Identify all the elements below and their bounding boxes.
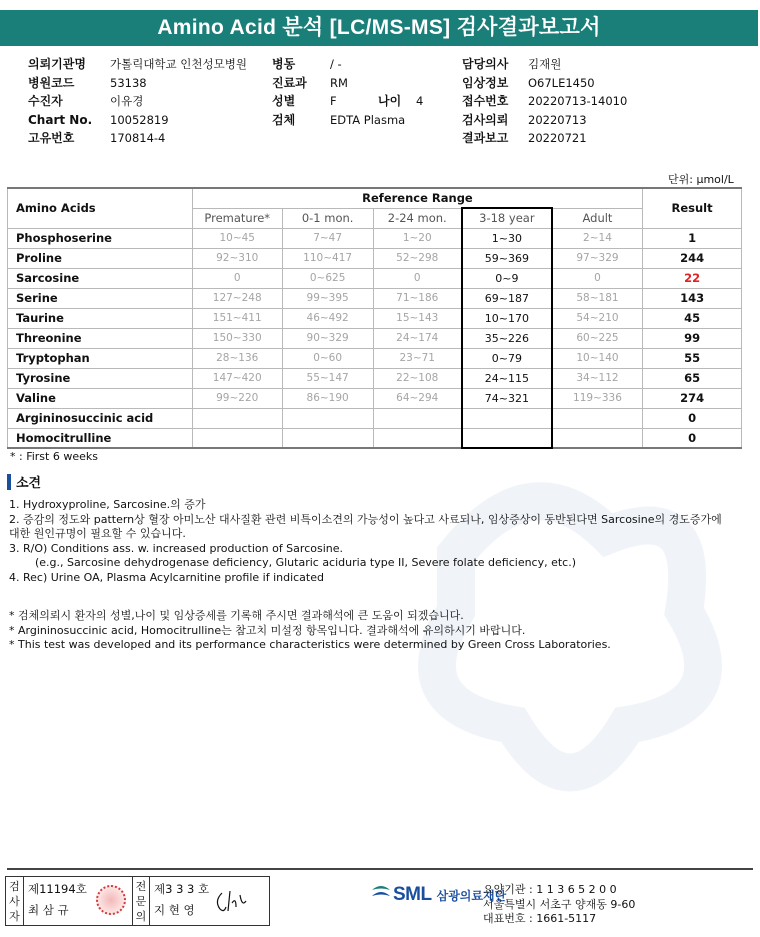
reference-range-cell: 147~420 bbox=[192, 368, 282, 388]
table-row bbox=[8, 248, 742, 268]
reference-range-cell: 127~248 bbox=[192, 288, 282, 308]
table-row bbox=[8, 228, 742, 248]
org-phone: 대표번호 : 1661-5117 bbox=[483, 912, 597, 925]
finding-line: 1. Hydroxyproline, Sarcosine.의 증가 bbox=[9, 498, 206, 511]
info-value-request-date: 20220713 bbox=[528, 112, 587, 127]
reference-range-cell bbox=[192, 428, 282, 448]
reference-range-cell bbox=[552, 408, 643, 428]
result-value: 1 bbox=[643, 228, 742, 248]
amino-acid-name: Threonine bbox=[8, 328, 193, 348]
amino-acid-name: Valine bbox=[8, 388, 193, 408]
reference-range-cell: 10~170 bbox=[462, 308, 552, 328]
reference-range-cell: 90~329 bbox=[282, 328, 373, 348]
reference-range-cell: 71~186 bbox=[373, 288, 462, 308]
red-seal-icon bbox=[96, 885, 126, 915]
info-label-request-date: 검사의뢰 bbox=[462, 112, 509, 127]
reference-range-cell: 0~9 bbox=[462, 268, 552, 288]
reference-range-cell: 58~181 bbox=[552, 288, 643, 308]
result-value: 0 bbox=[643, 408, 742, 428]
sml-emblem-icon bbox=[369, 882, 393, 908]
finding-line: (e.g., Sarcosine dehydrogenase deficiency, Glutaric aciduria type II, Severe folate deficiency, etc.) bbox=[35, 556, 577, 569]
info-label-ward: 병동 bbox=[272, 57, 296, 71]
subheader-2-24-mon: 2-24 mon. bbox=[373, 208, 462, 228]
result-value: 65 bbox=[643, 368, 742, 388]
reference-range-cell: 34~112 bbox=[552, 368, 643, 388]
info-value-ward: / - bbox=[330, 57, 342, 71]
header-result: Result bbox=[643, 188, 742, 228]
info-label-hospital-code: 병원코드 bbox=[28, 75, 75, 90]
result-value: 22 bbox=[643, 268, 742, 288]
table-footnote: * : First 6 weeks bbox=[10, 450, 98, 463]
reference-range-cell: 10~140 bbox=[552, 348, 643, 368]
subheader-adult: Adult bbox=[552, 208, 643, 228]
reference-range-cell: 150~330 bbox=[192, 328, 282, 348]
org-address: 서울특별시 서초구 양재동 9-60 bbox=[483, 897, 636, 911]
inspector-name: 최 삼 규 bbox=[28, 903, 69, 917]
reference-range-cell: 24~174 bbox=[373, 328, 462, 348]
org-name: 삼광의료재단 bbox=[436, 888, 507, 903]
reference-range-cell: 1~30 bbox=[462, 228, 552, 248]
specialist-name: 지 현 영 bbox=[154, 903, 195, 917]
findings-section-title bbox=[7, 472, 41, 491]
table-row bbox=[8, 388, 742, 408]
reference-range-cell bbox=[192, 408, 282, 428]
reference-range-cell: 52~298 bbox=[373, 248, 462, 268]
reference-range-cell: 23~71 bbox=[373, 348, 462, 368]
info-value-sex: F bbox=[330, 94, 337, 108]
reference-range-cell: 99~220 bbox=[192, 388, 282, 408]
table-row bbox=[8, 308, 742, 328]
info-value-clinical: O67LE1450 bbox=[528, 75, 595, 90]
reference-range-cell: 22~108 bbox=[373, 368, 462, 388]
amino-acid-name: Tyrosine bbox=[8, 368, 193, 388]
info-label-report-date: 결과보고 bbox=[462, 131, 509, 145]
info-value-hospital-code: 53138 bbox=[110, 75, 147, 90]
inspector bbox=[24, 877, 132, 925]
amino-acid-name: Phosphoserine bbox=[8, 228, 193, 248]
reference-range-cell: 0~79 bbox=[462, 348, 552, 368]
findings-title-text: 소견 bbox=[16, 476, 42, 491]
reference-range-cell bbox=[282, 408, 373, 428]
reference-range-cell: 119~336 bbox=[552, 388, 643, 408]
info-label-dept: 진료과 bbox=[272, 75, 307, 90]
unit-label: 단위: μmol/L bbox=[668, 173, 734, 186]
reference-range-cell: 0 bbox=[552, 268, 643, 288]
info-label-specimen: 검체 bbox=[272, 112, 296, 127]
reference-range-cell: 0 bbox=[192, 268, 282, 288]
patient-info-middle bbox=[272, 55, 423, 129]
section-marker bbox=[7, 474, 11, 490]
specialist-license-no: 제3 3 3 호 bbox=[154, 882, 210, 896]
reference-range-cell bbox=[462, 428, 552, 448]
info-value-age: 4 bbox=[416, 94, 424, 108]
reference-range-cell: 0~60 bbox=[282, 348, 373, 368]
info-value-receipt-no: 20220713-14010 bbox=[528, 94, 628, 108]
reference-range-cell: 110~417 bbox=[282, 248, 373, 268]
reference-range-cell: 86~190 bbox=[282, 388, 373, 408]
reference-range-cell: 35~226 bbox=[462, 328, 552, 348]
inspector-label: 검사자 bbox=[6, 877, 24, 925]
reference-range-cell: 64~294 bbox=[373, 388, 462, 408]
reference-range-cell: 15~143 bbox=[373, 308, 462, 328]
info-value-doctor: 김재원 bbox=[528, 57, 562, 71]
reference-range-cell: 24~115 bbox=[462, 368, 552, 388]
amino-acid-name: Taurine bbox=[8, 308, 193, 328]
reference-range-cell: 74~321 bbox=[462, 388, 552, 408]
finding-line: 2. 증감의 정도와 pattern상 혈장 아미노산 대사질환 관련 비특이소견의 가능성이 높다고 사료되나, 임상증상이 동반된다면 Sarcosine의 경도증가에 bbox=[9, 512, 722, 526]
subheader-0-1-mon: 0-1 mon. bbox=[282, 208, 373, 228]
info-label-unique-no: 고유번호 bbox=[28, 131, 75, 145]
finding-line: 3. R/O) Conditions ass. w. increased production of Sarcosine. bbox=[9, 541, 343, 555]
patient-info-right bbox=[462, 55, 627, 148]
signature-box bbox=[5, 876, 270, 926]
amino-acid-name: Sarcosine bbox=[8, 268, 193, 288]
header-amino-acids: Amino Acids bbox=[8, 188, 193, 228]
contact-info bbox=[483, 883, 635, 927]
table-row bbox=[8, 348, 742, 368]
info-label-chart-no: Chart No. bbox=[28, 112, 93, 127]
result-value: 274 bbox=[643, 388, 742, 408]
reference-range-cell: 0 bbox=[373, 268, 462, 288]
reference-range-cell: 0~625 bbox=[282, 268, 373, 288]
table-row bbox=[8, 328, 742, 348]
findings-text bbox=[9, 498, 749, 585]
reference-range-cell bbox=[552, 428, 643, 448]
finding-line: 4. Rec) Urine OA, Plasma Acylcarnitine profile if indicated bbox=[9, 570, 324, 584]
reference-range-cell: 1~20 bbox=[373, 228, 462, 248]
reference-range-cell: 99~395 bbox=[282, 288, 373, 308]
amino-acid-name: Homocitrulline bbox=[8, 428, 193, 448]
org-code: 요양기관 : 1 1 3 6 5 2 0 0 bbox=[483, 883, 617, 896]
reference-range-cell: 28~136 bbox=[192, 348, 282, 368]
reference-range-cell: 10~45 bbox=[192, 228, 282, 248]
amino-acid-name: Argininosuccinic acid bbox=[8, 408, 193, 428]
note-line: * Argininosuccinic acid, Homocitrulline는 참고치 미설정 항목입니다. 결과해석에 유의하시기 바랍니다. bbox=[9, 623, 526, 637]
info-label-institution: 의뢰기관명 bbox=[28, 57, 86, 71]
info-value-dept: RM bbox=[330, 75, 348, 90]
info-value-report-date: 20220721 bbox=[528, 131, 587, 145]
table-row bbox=[8, 288, 742, 308]
reference-range-cell: 2~14 bbox=[552, 228, 643, 248]
report-title: Amino Acid 분석 [LC/MS-MS] 검사결과보고서 bbox=[0, 10, 758, 46]
table-row bbox=[8, 408, 742, 428]
result-value: 45 bbox=[643, 308, 742, 328]
report-notes bbox=[9, 609, 611, 653]
patient-info-left bbox=[28, 55, 247, 148]
amino-acid-results-table bbox=[7, 187, 742, 449]
reference-range-cell: 46~492 bbox=[282, 308, 373, 328]
result-value: 55 bbox=[643, 348, 742, 368]
info-value-unique-no: 170814-4 bbox=[110, 131, 166, 145]
reference-range-cell: 60~225 bbox=[552, 328, 643, 348]
reference-range-cell bbox=[373, 428, 462, 448]
info-value-specimen: EDTA Plasma bbox=[330, 112, 406, 127]
signature-icon bbox=[212, 887, 252, 915]
reference-range-cell: 54~210 bbox=[552, 308, 643, 328]
amino-acid-name: Proline bbox=[8, 248, 193, 268]
report-footer bbox=[7, 868, 753, 930]
header-reference-range: Reference Range bbox=[192, 188, 642, 208]
table-row bbox=[8, 428, 742, 448]
logo-text: SML bbox=[393, 884, 432, 905]
reference-range-cell: 59~369 bbox=[462, 248, 552, 268]
subheader-premature: Premature* bbox=[192, 208, 282, 228]
reference-range-cell: 151~411 bbox=[192, 308, 282, 328]
info-value-chart-no: 10052819 bbox=[110, 112, 169, 127]
reference-range-cell bbox=[462, 408, 552, 428]
info-value-patient: 이유경 bbox=[110, 94, 144, 108]
result-value: 244 bbox=[643, 248, 742, 268]
reference-range-cell bbox=[373, 408, 462, 428]
reference-range-cell: 92~310 bbox=[192, 248, 282, 268]
reference-range-cell: 55~147 bbox=[282, 368, 373, 388]
subheader-3-18-year: 3-18 year bbox=[462, 208, 552, 228]
reference-range-cell bbox=[282, 428, 373, 448]
finding-line: 대한 원인규명이 필요할 수 있습니다. bbox=[9, 527, 186, 540]
info-value-institution: 가톨릭대학교 인천성모병원 bbox=[110, 57, 247, 71]
table-row bbox=[8, 368, 742, 388]
reference-range-cell: 7~47 bbox=[282, 228, 373, 248]
info-label-receipt-no: 접수번호 bbox=[462, 94, 509, 108]
info-label-clinical: 임상정보 bbox=[462, 75, 509, 90]
result-value: 99 bbox=[643, 328, 742, 348]
result-value: 0 bbox=[643, 428, 742, 448]
info-label-sex: 성별 bbox=[272, 94, 296, 108]
reference-range-cell: 97~329 bbox=[552, 248, 643, 268]
note-line: * 검체의뢰시 환자의 성별,나이 및 임상증세를 기록해 주시면 결과해석에 큰 도움이 되겠습니다. bbox=[9, 609, 464, 622]
specialist-label: 전문의 bbox=[132, 877, 150, 925]
table-row bbox=[8, 268, 742, 288]
info-label-doctor: 담당의사 bbox=[462, 57, 509, 71]
info-label-age: 나이 bbox=[378, 94, 402, 108]
amino-acid-name: Tryptophan bbox=[8, 348, 193, 368]
note-line: * This test was developed and its performance characteristics were determined by Green Cross Laboratories. bbox=[9, 638, 611, 651]
specialist bbox=[150, 877, 258, 925]
info-label-patient: 수진자 bbox=[28, 94, 63, 108]
result-value: 143 bbox=[643, 288, 742, 308]
inspector-license-no: 제11194호 bbox=[28, 882, 87, 896]
amino-acid-name: Serine bbox=[8, 288, 193, 308]
reference-range-cell: 69~187 bbox=[462, 288, 552, 308]
